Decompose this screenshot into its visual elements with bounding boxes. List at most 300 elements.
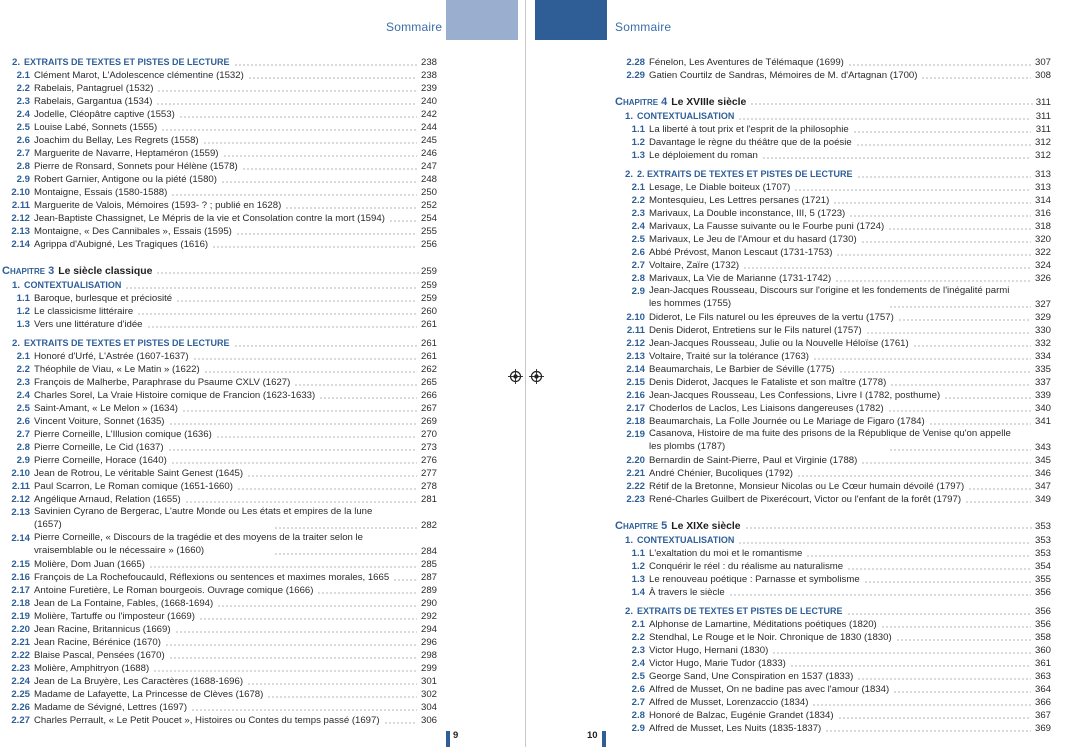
toc-entry-text: CONTEXTUALISATION (637, 535, 735, 545)
toc-entry-text: Rabelais, Pantagruel (1532) (34, 83, 154, 94)
toc-page-number: 324 (1034, 260, 1051, 271)
toc-page-number: 311 (1035, 111, 1051, 122)
toc-entry (615, 618, 1051, 631)
toc-entry-text: Rabelais, Gargantua (1534) (34, 96, 153, 107)
toc-page-number: 277 (420, 468, 437, 479)
toc-number: 2.6 (631, 247, 645, 258)
toc-entry-text: Pierre Corneille, Le Cid (1637) (34, 442, 164, 453)
toc-number: 1.3 (16, 319, 30, 330)
leader-dots (839, 371, 1031, 373)
toc-page-number: 281 (420, 494, 437, 505)
footer-bar-left (446, 731, 450, 747)
leader-dots (866, 332, 1031, 334)
leader-dots (772, 652, 1031, 654)
toc-number: 1.3 (631, 574, 645, 585)
leader-dots (835, 280, 1031, 282)
leader-dots (236, 233, 417, 235)
toc-entry (615, 454, 1051, 467)
toc-number: 2.13 (11, 226, 30, 237)
toc-entry-text: Montaigne, Essais (1580-1588) (34, 187, 168, 198)
toc-section-heading (615, 534, 1051, 547)
toc-entry-text: Rétif de la Bretonne, Monsieur Nicolas ou Le Cœur humain dévoilé (1797) (649, 481, 965, 492)
toc-page-number: 256 (420, 239, 437, 250)
chapter-title: Le XIXe siècle (671, 521, 741, 532)
page-number-right: 10 (587, 730, 598, 741)
toc-page-number: 364 (1034, 684, 1051, 695)
toc-number: 2.3 (16, 96, 30, 107)
toc-number: 2.13 (11, 507, 30, 518)
leader-dots (881, 626, 1031, 628)
toc-number: 2.20 (11, 624, 30, 635)
toc-page-number: 327 (1034, 299, 1051, 310)
toc-entry (2, 376, 437, 389)
toc-entry-text: Casanova, Histoire de ma fuite des prisons de la République de Venise qu'on appelle les plombs (1787) (649, 428, 1011, 452)
toc-entry (2, 160, 437, 173)
leader-dots (182, 410, 417, 412)
toc-entry-text: Marivaux, La Fausse suivante ou le Fourbe puni (1724) (649, 221, 885, 232)
leader-dots (849, 215, 1031, 217)
toc-page-number: 322 (1034, 247, 1051, 258)
toc-entry (615, 194, 1051, 207)
toc-entry (2, 493, 437, 506)
leader-dots (896, 639, 1031, 641)
toc-entry-text: Fénelon, Les Aventures de Télémaque (1699) (649, 57, 844, 68)
toc-number: 2.2 (631, 195, 645, 206)
toc-entry (615, 722, 1051, 735)
leader-dots (847, 568, 1031, 570)
toc-number: 2.23 (626, 494, 645, 505)
toc-number: 2. (11, 57, 20, 68)
toc-page-number: 260 (420, 306, 437, 317)
leader-dots (237, 488, 417, 490)
toc-entry-text: Jean de Rotrou, Le véritable Saint Genest (1645) (34, 468, 244, 479)
toc-page-number: 285 (420, 559, 437, 570)
chapter-label: Chapitre 3 (2, 265, 55, 277)
chapter-heading (2, 264, 437, 279)
toc-entry (615, 207, 1051, 220)
toc-number: 1.2 (631, 561, 645, 572)
toc-number: 2.1 (16, 70, 30, 81)
toc-page-number: 312 (1034, 150, 1051, 161)
leader-dots (165, 644, 417, 646)
toc-entry-text: Montaigne, « Des Cannibales », Essais (1595) (34, 226, 232, 237)
toc-page-number: 269 (420, 416, 437, 427)
toc-entry (2, 467, 437, 480)
leader-dots (234, 345, 417, 347)
leader-dots (247, 475, 417, 477)
toc-page-number: 356 (1034, 619, 1051, 630)
toc-number: 2.12 (11, 494, 30, 505)
toc-number: 2.4 (16, 109, 30, 120)
toc-page-number: 292 (420, 611, 437, 622)
toc-entry (615, 493, 1051, 506)
toc-entry-text: Vers une littérature d'idée (34, 319, 143, 330)
toc-entry-text: Alfred de Musset, Les Nuits (1835-1837) (649, 723, 822, 734)
toc-entry (2, 350, 437, 363)
leader-dots (790, 665, 1031, 667)
toc-page-number: 366 (1034, 697, 1051, 708)
toc-entry (2, 506, 437, 532)
leader-dots (248, 77, 417, 79)
toc-page-number: 339 (1034, 390, 1051, 401)
toc-page-number: 261 (420, 351, 437, 362)
toc-entry-text: Voltaire, Traité sur la tolérance (1763) (649, 351, 809, 362)
toc-entry-text: Jean Racine, Britannicus (1669) (34, 624, 171, 635)
toc-entry (615, 246, 1051, 259)
toc-page-number: 367 (1034, 710, 1051, 721)
leader-dots (317, 592, 417, 594)
toc-entry-text: Charles Perrault, « Le Petit Poucet », Histoires ou Contes du temps passé (1697) (34, 715, 380, 726)
toc-entry-text: Robert Garnier, Antigone ou la piété (1580) (34, 174, 217, 185)
toc-number: 2.9 (16, 174, 30, 185)
toc-number: 1. (624, 535, 633, 546)
toc-entry (2, 662, 437, 675)
toc-entry (2, 415, 437, 428)
toc-entry (615, 136, 1051, 149)
toc-number: 2.10 (626, 312, 645, 323)
toc-entry-text: Honoré d'Urfé, L'Astrée (1607-1637) (34, 351, 189, 362)
toc-section-heading (615, 110, 1051, 123)
toc-page-number: 239 (420, 83, 437, 94)
leader-dots (267, 696, 417, 698)
toc-entry-text: EXTRAITS DE TEXTES ET PISTES DE LECTURE (24, 338, 230, 348)
toc-entry-text: Joachim du Bellay, Les Regrets (1558) (34, 135, 199, 146)
toc-entry-text: Pierre Corneille, L'Illusion comique (1636) (34, 429, 212, 440)
toc-entry (2, 305, 437, 318)
toc-number: 2. (624, 606, 633, 617)
leader-dots (743, 267, 1031, 269)
leader-dots (153, 670, 417, 672)
toc-number: 2.2 (16, 83, 30, 94)
toc-entry-text: Marivaux, La Double inconstance, III, 5 (1723) (649, 208, 846, 219)
leader-dots (813, 358, 1031, 360)
toc-entry-text: Denis Diderot, Jacques le Fataliste et son maître (1778) (649, 377, 887, 388)
toc-number: 2.19 (11, 611, 30, 622)
toc-page-number: 343 (1034, 442, 1051, 453)
toc-page-number: 353 (1034, 521, 1051, 532)
toc-entry (615, 560, 1051, 573)
leader-dots (161, 129, 417, 131)
chapter-heading (615, 95, 1051, 110)
leader-dots (217, 605, 417, 607)
leader-dots (738, 542, 1031, 544)
toc-entry (615, 363, 1051, 376)
toc-entry (615, 670, 1051, 683)
leader-dots (125, 287, 417, 289)
toc-number: 2.5 (631, 234, 645, 245)
leader-dots (147, 326, 418, 328)
leader-dots (175, 631, 417, 633)
header-label-left: Sommaire (386, 20, 443, 34)
toc-entry-text: Alfred de Musset, Lorenzaccio (1834) (649, 697, 809, 708)
toc-entry-text: Blaise Pascal, Pensées (1670) (34, 650, 165, 661)
leader-dots (193, 358, 417, 360)
toc-entry (2, 402, 437, 415)
toc-entry-text: Saint-Amant, « Le Melon » (1634) (34, 403, 178, 414)
toc-entry-text: Charles Sorel, La Vraie Histoire comique de Francion (1623-1633) (34, 390, 316, 401)
leader-dots (856, 144, 1031, 146)
toc-number: 2.7 (16, 429, 30, 440)
left-page (0, 0, 523, 747)
toc-page-number: 287 (420, 572, 437, 583)
toc-entry (615, 467, 1051, 480)
toc-entry-text: Conquérir le réel : du réalisme au naturalisme (649, 561, 844, 572)
toc-page-number: 346 (1034, 468, 1051, 479)
toc-number: 2.21 (626, 468, 645, 479)
toc-entry (2, 571, 437, 584)
toc-entry-text: Beaumarchais, Le Barbier de Séville (1775) (649, 364, 835, 375)
toc-page-number: 354 (1034, 561, 1051, 572)
toc-number: 2. (624, 169, 633, 180)
toc-page-number: 337 (1034, 377, 1051, 388)
toc-entry-text: Montesquieu, Les Lettres persanes (1721) (649, 195, 830, 206)
leader-dots (929, 423, 1031, 425)
toc-entry (2, 363, 437, 376)
toc-entry (2, 584, 437, 597)
toc-number: 2.17 (626, 403, 645, 414)
toc-number: 2.9 (16, 455, 30, 466)
toc-page-number: 314 (1034, 195, 1051, 206)
leader-dots (825, 730, 1031, 732)
leader-dots (888, 228, 1031, 230)
toc-entry (2, 675, 437, 688)
toc-page-number: 320 (1034, 234, 1051, 245)
toc-page-number: 312 (1034, 137, 1051, 148)
toc-page-number: 302 (420, 689, 437, 700)
toc-entry-text: Jean Racine, Bérénice (1670) (34, 637, 161, 648)
toc-entry (615, 389, 1051, 402)
toc-entry (2, 199, 437, 212)
leader-dots (185, 501, 417, 503)
leader-dots (745, 527, 1033, 529)
toc-page-number: 289 (420, 585, 437, 596)
toc-page-number: 259 (420, 280, 437, 291)
toc-entry (615, 259, 1051, 272)
toc-entry (2, 636, 437, 649)
leader-dots (156, 103, 417, 105)
toc-number: 2.8 (16, 442, 30, 453)
toc-entry (615, 56, 1051, 69)
leader-dots (179, 116, 417, 118)
toc-number: 2.4 (16, 390, 30, 401)
toc-page-number: 250 (420, 187, 437, 198)
toc-page-number: 334 (1034, 351, 1051, 362)
leader-dots (171, 194, 417, 196)
toc-entry-text: Gatien Courtilz de Sandras, Mémoires de M. d'Artagnan (1700) (649, 70, 918, 81)
toc-entry-text: Honoré de Balzac, Eugénie Grandet (1834) (649, 710, 834, 721)
toc-number: 2.27 (11, 715, 30, 726)
toc-entry-text: Choderlos de Laclos, Les Liaisons dangereuses (1782) (649, 403, 884, 414)
toc-number: 2.7 (631, 260, 645, 271)
header-color-block-right (535, 0, 607, 40)
toc-entry-text: François de Malherbe, Paraphrase du Psaume CXLV (1627) (34, 377, 291, 388)
toc-number: 2.2 (631, 632, 645, 643)
toc-number: 2.8 (16, 161, 30, 172)
chapter-title: Le XVIIIe siècle (671, 97, 747, 108)
toc-number: 2.5 (16, 403, 30, 414)
toc-entry (615, 428, 1051, 454)
toc-entry-text: André Chénier, Bucoliques (1792) (649, 468, 793, 479)
toc-entry-text: Marguerite de Navarre, Heptaméron (1559) (34, 148, 219, 159)
toc-entry-text: À travers le siècle (649, 587, 725, 598)
toc-page-number: 353 (1034, 548, 1051, 559)
toc-entry (2, 441, 437, 454)
leader-dots (762, 157, 1031, 159)
toc-page-number: 304 (420, 702, 437, 713)
toc-entry-text: Bernardin de Saint-Pierre, Paul et Virginie (1788) (649, 455, 858, 466)
toc-number: 2.11 (11, 200, 30, 211)
leader-dots (812, 704, 1031, 706)
toc-entry-text: Jean de La Bruyère, Les Caractères (1688-1696) (34, 676, 244, 687)
leader-dots (191, 709, 417, 711)
toc-entry-text: 2. EXTRAITS DE TEXTES ET PISTES DE LECTURE (637, 169, 853, 179)
toc-page-number: 311 (1035, 97, 1051, 108)
leader-dots (171, 462, 417, 464)
gutter-line (525, 0, 526, 747)
toc-entry (615, 547, 1051, 560)
leader-dots (223, 155, 417, 157)
registration-mark-icon (508, 369, 523, 384)
leader-dots (838, 717, 1031, 719)
toc-number: 1.1 (16, 293, 30, 304)
chapter-label: Chapitre 5 (615, 520, 668, 532)
toc-page-number: 358 (1034, 632, 1051, 643)
toc-page-number: 276 (420, 455, 437, 466)
leader-dots (968, 488, 1031, 490)
toc-entry (2, 121, 437, 134)
toc-entry-text: Abbé Prévost, Manon Lescaut (1731-1753) (649, 247, 833, 258)
toc-entry (2, 610, 437, 623)
leader-dots (234, 64, 417, 66)
toc-entry (2, 292, 437, 305)
leader-dots (864, 581, 1031, 583)
toc-number: 2.18 (626, 416, 645, 427)
toc-number: 2.1 (631, 182, 645, 193)
leader-dots (889, 449, 1031, 451)
right-page (529, 0, 1066, 747)
toc-entry-text: Antoine Furetière, Le Roman bourgeois. Ouvrage comique (1666) (34, 585, 314, 596)
toc-entry (2, 69, 437, 82)
toc-page-number: 363 (1034, 671, 1051, 682)
toc-entry-text: Théophile de Viau, « Le Matin » (1622) (34, 364, 200, 375)
toc-page-number: 347 (1034, 481, 1051, 492)
toc-entry (615, 402, 1051, 415)
toc-page-number: 270 (420, 429, 437, 440)
toc-section-heading (2, 337, 437, 350)
toc-page-number: 290 (420, 598, 437, 609)
toc-entry-text: Lesage, Le Diable boiteux (1707) (649, 182, 791, 193)
toc-page-number: 356 (1034, 606, 1051, 617)
toc-entry (615, 220, 1051, 233)
toc-number: 2.6 (16, 416, 30, 427)
toc-page-number: 261 (420, 338, 437, 349)
toc-page-number: 242 (420, 109, 437, 120)
toc-page-number: 278 (420, 481, 437, 492)
toc-number: 2.29 (626, 70, 645, 81)
chapter-title: Le siècle classique (58, 266, 153, 277)
toc-entry (2, 95, 437, 108)
leader-dots (861, 462, 1031, 464)
toc-entry-text: Agrippa d'Aubigné, Les Tragiques (1616) (34, 239, 209, 250)
leader-dots (221, 181, 417, 183)
toc-page-number: 330 (1034, 325, 1051, 336)
toc-number: 2.16 (626, 390, 645, 401)
toc-entry-text: Angélique Arnaud, Relation (1655) (34, 494, 181, 505)
toc-entry (2, 134, 437, 147)
toc-page-number: 240 (420, 96, 437, 107)
toc-number: 2.9 (631, 286, 645, 297)
toc-entry-text: Clément Marot, L'Adolescence clémentine (1532) (34, 70, 244, 81)
leader-dots (857, 176, 1031, 178)
toc-entry-text: Victor Hugo, Marie Tudor (1833) (649, 658, 786, 669)
toc-number: 2.26 (11, 702, 30, 713)
toc-entry (2, 701, 437, 714)
leader-dots (319, 397, 417, 399)
toc-number: 2.1 (631, 619, 645, 630)
toc-entry (615, 415, 1051, 428)
toc-page-number: 356 (1034, 587, 1051, 598)
toc-entry-text: Le déploiement du roman (649, 150, 758, 161)
leader-dots (750, 103, 1033, 105)
toc-page-number: 360 (1034, 645, 1051, 656)
page-number-left: 9 (453, 730, 459, 741)
toc-page-number: 273 (420, 442, 437, 453)
toc-page-number: 307 (1034, 57, 1051, 68)
toc-entry (2, 532, 437, 558)
toc-number: 2.15 (11, 559, 30, 570)
toc-page-number: 332 (1034, 338, 1051, 349)
toc-number: 2.5 (16, 122, 30, 133)
toc-entry-text: Davantage le règne du théâtre que de la poésie (649, 137, 852, 148)
leader-dots (898, 319, 1031, 321)
leader-dots (157, 90, 417, 92)
leader-dots (203, 142, 417, 144)
leader-dots (156, 272, 419, 274)
toc-entry-text: EXTRAITS DE TEXTES ET PISTES DE LECTURE (24, 57, 230, 67)
toc-number: 2.2 (16, 364, 30, 375)
chapter-label: Chapitre 4 (615, 96, 668, 108)
toc-entry-text: Le renouveau poétique : Parnasse et symbolisme (649, 574, 860, 585)
leader-dots (169, 423, 418, 425)
leader-dots (913, 345, 1031, 347)
toc-entry (615, 573, 1051, 586)
toc-entry-text: Jean-Jacques Rousseau, Julie ou la Nouvelle Héloïse (1761) (649, 338, 909, 349)
toc-entry (2, 558, 437, 571)
leader-dots (204, 371, 417, 373)
toc-number: 1. (11, 280, 20, 291)
leader-dots (893, 691, 1031, 693)
toc-number: 2.20 (626, 455, 645, 466)
toc-number: 2.22 (11, 650, 30, 661)
toc-page-number: 248 (420, 174, 437, 185)
toc-number: 1.3 (631, 150, 645, 161)
toc-entry-text: Savinien Cyrano de Bergerac, L'autre Monde ou Les états et empires de la lune (1657) (34, 506, 373, 530)
toc-section-heading (615, 605, 1051, 618)
toc-number: 1.2 (631, 137, 645, 148)
leader-dots (274, 553, 417, 555)
leader-dots (384, 722, 417, 724)
toc-section-heading (2, 56, 437, 69)
toc-entry-text: Denis Diderot, Entretiens sur le Fils naturel (1757) (649, 325, 862, 336)
toc-entry (615, 683, 1051, 696)
toc-entry-text: Jodelle, Cléopâtre captive (1553) (34, 109, 175, 120)
toc-entry-text: Madame de Sévigné, Lettres (1697) (34, 702, 188, 713)
toc-entry (615, 631, 1051, 644)
toc-page-number: 318 (1034, 221, 1051, 232)
toc-page-number: 284 (420, 546, 437, 557)
toc-entry (615, 657, 1051, 670)
toc-page-number: 244 (420, 122, 437, 133)
